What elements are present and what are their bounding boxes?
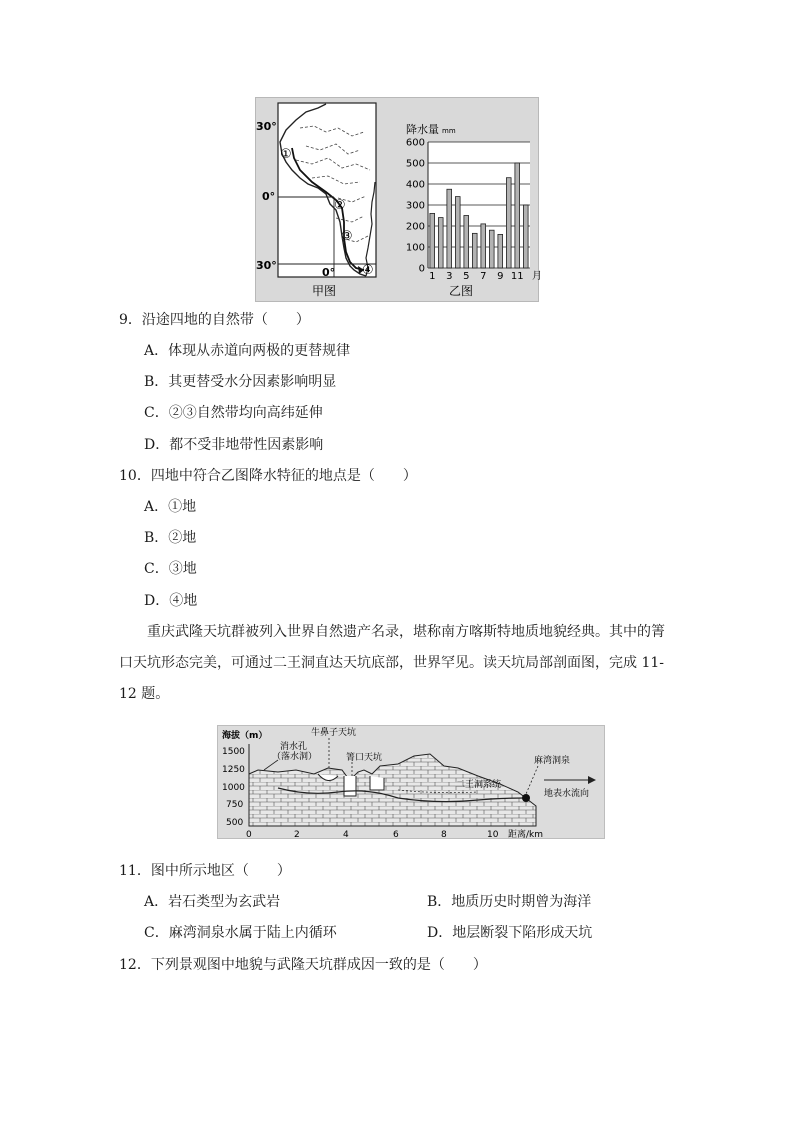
chart-xtick-label: 1	[429, 271, 436, 282]
q11-option-c[interactable]: C．麻湾洞泉水属于陆上内循环	[144, 925, 337, 941]
chart-ylabel: 降水量	[406, 123, 439, 136]
chart-xtick-label: 5	[463, 271, 470, 282]
pointer-xiaoshui	[264, 760, 278, 770]
precip-bar-4	[455, 197, 460, 268]
profile-ylabel: 海拔（m）	[222, 731, 268, 741]
profile-xtick-6: 6	[393, 830, 399, 840]
q9-stem: 9．沿途四地的自然带（ ）	[119, 312, 310, 328]
q10-option-d[interactable]: D．④地	[144, 593, 198, 609]
q9-option-c[interactable]: C．②③自然带均向高纬延伸	[144, 405, 323, 421]
point-1: ①	[280, 147, 292, 162]
label-erwang: 二王洞系统	[456, 780, 502, 790]
profile-xtick-4: 4	[343, 830, 349, 840]
chart-ytick-label: 600	[405, 137, 425, 149]
profile-ytick-1000: 1000	[222, 783, 245, 793]
precip-bar-7	[481, 224, 486, 268]
chart-ytick-label: 500	[405, 158, 425, 170]
q11-option-a[interactable]: A．岩石类型为玄武岩	[144, 894, 281, 910]
chart-xtick-label: 11	[510, 271, 524, 282]
profile-ytick-1500: 1500	[222, 747, 245, 757]
label-mawan: 麻湾洞泉	[534, 756, 571, 766]
precip-bar-1	[430, 213, 435, 268]
precip-bar-10	[506, 178, 511, 268]
chart-ytick-label: 400	[405, 179, 425, 191]
q11-option-b[interactable]: B．地质历史时期曾为海洋	[427, 894, 592, 910]
sinkhole-2	[370, 776, 384, 790]
lat-label-30s: 30°	[256, 259, 277, 272]
precip-bar-5	[464, 216, 469, 269]
passage-line-2: 口天坑形态完美，可通过二王洞直达天坑底部，世界罕见。读天坑局部剖面图，完成 11-	[119, 655, 664, 671]
chart-ytick-label: 100	[405, 242, 425, 254]
precip-bar-11	[515, 163, 520, 268]
flow-arrow-head	[588, 776, 596, 784]
profile-xtick-0: 0	[246, 830, 252, 840]
label-niubi: 牛鼻子天坑	[311, 728, 357, 738]
q10-option-c[interactable]: C．③地	[144, 561, 197, 577]
chart-yticks	[406, 138, 425, 275]
sinkhole-jingkou	[344, 776, 356, 796]
q10-option-a[interactable]: A．①地	[144, 499, 197, 515]
q9-option-a[interactable]: A．体现从赤道向两极的更替规律	[144, 343, 351, 359]
profile-xtick-2: 2	[294, 830, 300, 840]
precip-bar-12	[523, 205, 528, 268]
q12-stem: 12．下列景观图中地貌与武隆天坑群成因一致的是（ ）	[119, 957, 487, 973]
precip-bar-2	[438, 218, 443, 268]
precip-bar-3	[447, 189, 452, 268]
figure-2-svg	[218, 726, 606, 840]
profile-ytick-1250: 1250	[222, 765, 245, 775]
lat-label-30n: 30°	[256, 120, 277, 133]
chart-ytick-label: 300	[405, 200, 425, 212]
chart-ytick-label: 0	[418, 263, 425, 275]
q11-stem: 11．图中所示地区（ ）	[119, 863, 291, 879]
chart-xtick-label: 7	[480, 271, 487, 282]
label-xiaoshui: 消水孔	[280, 742, 308, 752]
precip-bar-9	[498, 234, 503, 268]
chart-caption: 乙图	[449, 284, 474, 298]
figure-karst-profile	[217, 725, 605, 839]
point-2: ②	[334, 198, 346, 213]
precip-chart	[406, 122, 542, 298]
passage-line-1: 重庆武隆天坑群被列入世界自然遗产名录，堪称南方喀斯特地质地貌经典。其中的箐	[147, 624, 665, 640]
point-4: ④	[362, 263, 374, 278]
point-3: ③	[341, 229, 353, 244]
q9-option-b[interactable]: B．其更替受水分因素影响明显	[144, 374, 337, 390]
figure-map-and-precip	[255, 97, 542, 302]
q10-stem: 10．四地中符合乙图降水特征的地点是（ ）	[119, 468, 417, 484]
precip-bar-6	[472, 233, 477, 268]
passage-line-3: 12 题。	[119, 686, 170, 702]
label-jingkou: 箐口天坑	[346, 753, 383, 763]
precip-bar-8	[489, 230, 494, 268]
label-luoshui: （落水洞）	[272, 752, 318, 762]
profile-xtick-8: 8	[441, 830, 447, 840]
spring-dot	[522, 794, 530, 802]
lat-label-0: 0°	[262, 190, 276, 203]
profile-xlabel: 距离/km	[508, 830, 544, 840]
q11-option-d[interactable]: D．地层断裂下陷形成天坑	[427, 925, 593, 941]
map-frame	[278, 103, 376, 277]
chart-xticks	[429, 271, 524, 282]
q10-option-b[interactable]: B．②地	[144, 530, 197, 546]
south-america-map	[256, 103, 376, 298]
figure-1-svg	[256, 98, 540, 303]
rock-layers	[249, 754, 536, 826]
chart-xtick-label: 9	[497, 271, 504, 282]
profile-xtick-10: 10	[487, 830, 499, 840]
q9-option-d[interactable]: D．都不受非地带性因素影响	[144, 437, 324, 453]
profile-ytick-500: 500	[226, 818, 244, 828]
chart-xtick-label: 3	[446, 271, 453, 282]
profile-ytick-750: 750	[226, 800, 244, 810]
lon-label-0: 0°	[322, 266, 336, 279]
chart-xunit: 月	[532, 271, 542, 282]
chart-yunit: mm	[442, 127, 456, 135]
map-caption: 甲图	[312, 284, 337, 298]
chart-ytick-label: 200	[405, 221, 425, 233]
label-flow: 地表水流向	[544, 789, 590, 799]
pointer-mawan	[526, 766, 538, 794]
